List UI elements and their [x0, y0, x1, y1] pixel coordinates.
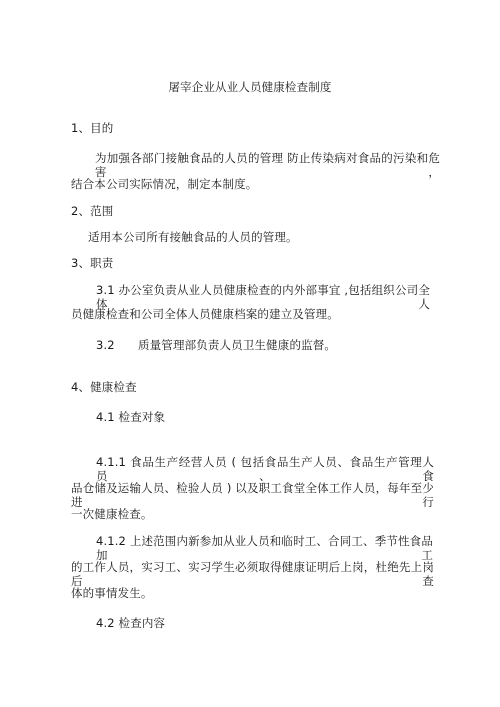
- item-4-1-1-line-1: 4.1.1 食品生产经营人员 ( 包括食品生产人员、食品生产管理人员、食: [96, 455, 434, 483]
- section-1-heading: 1、目的: [71, 121, 114, 135]
- section-2-text: 适用本公司所有接触食品的人员的管理。: [88, 230, 298, 244]
- section-4-heading: 4、健康检查: [71, 380, 137, 394]
- document-title: 屠宰企业从业人员健康检查制度: [168, 80, 332, 94]
- section-3-heading: 3、职责: [71, 256, 114, 270]
- item-4-1-2-line-2: 的工作人员，实习工、实习学生必须取得健康证明后上岗，杜绝先上岗后查: [71, 560, 434, 588]
- item-4-1-2-line-3: 体的事情发生。: [71, 586, 153, 600]
- section-2-heading: 2、范围: [71, 204, 114, 218]
- item-3-1-line-2: 员健康检查和公司全体人员健康档案的建立及管理。: [71, 307, 339, 321]
- item-4-2: 4.2 检查内容: [96, 616, 166, 630]
- item-3-2-text: 质量管理部负责人员卫生健康的监督。: [138, 338, 337, 352]
- item-3-1-line-1: 3.1 办公室负责从业人员健康检查的内外部事宜 ,包括组织公司全体人: [96, 283, 430, 311]
- section-1-text-line-2: 结合本公司实际情况，制定本制度。: [71, 177, 258, 191]
- item-3-2-number: 3.2: [96, 338, 115, 352]
- section-1-text-line-1: 为加强各部门接触食品的人员的管理 防止传染病对食品的污染和危害，: [95, 151, 440, 179]
- item-4-1-1-line-2: 品仓储及运输人员、检验人员 ) 以及职工食堂全体工作人员，每年至少进行: [71, 481, 434, 509]
- item-4-1-2-line-1: 4.1.2 上述范围内新参加从业人员和临时工、合同工、季节性食品加工: [96, 534, 433, 562]
- item-4-1-1-line-3: 一次健康检查。: [71, 507, 153, 521]
- item-4-1: 4.1 检查对象: [96, 410, 166, 424]
